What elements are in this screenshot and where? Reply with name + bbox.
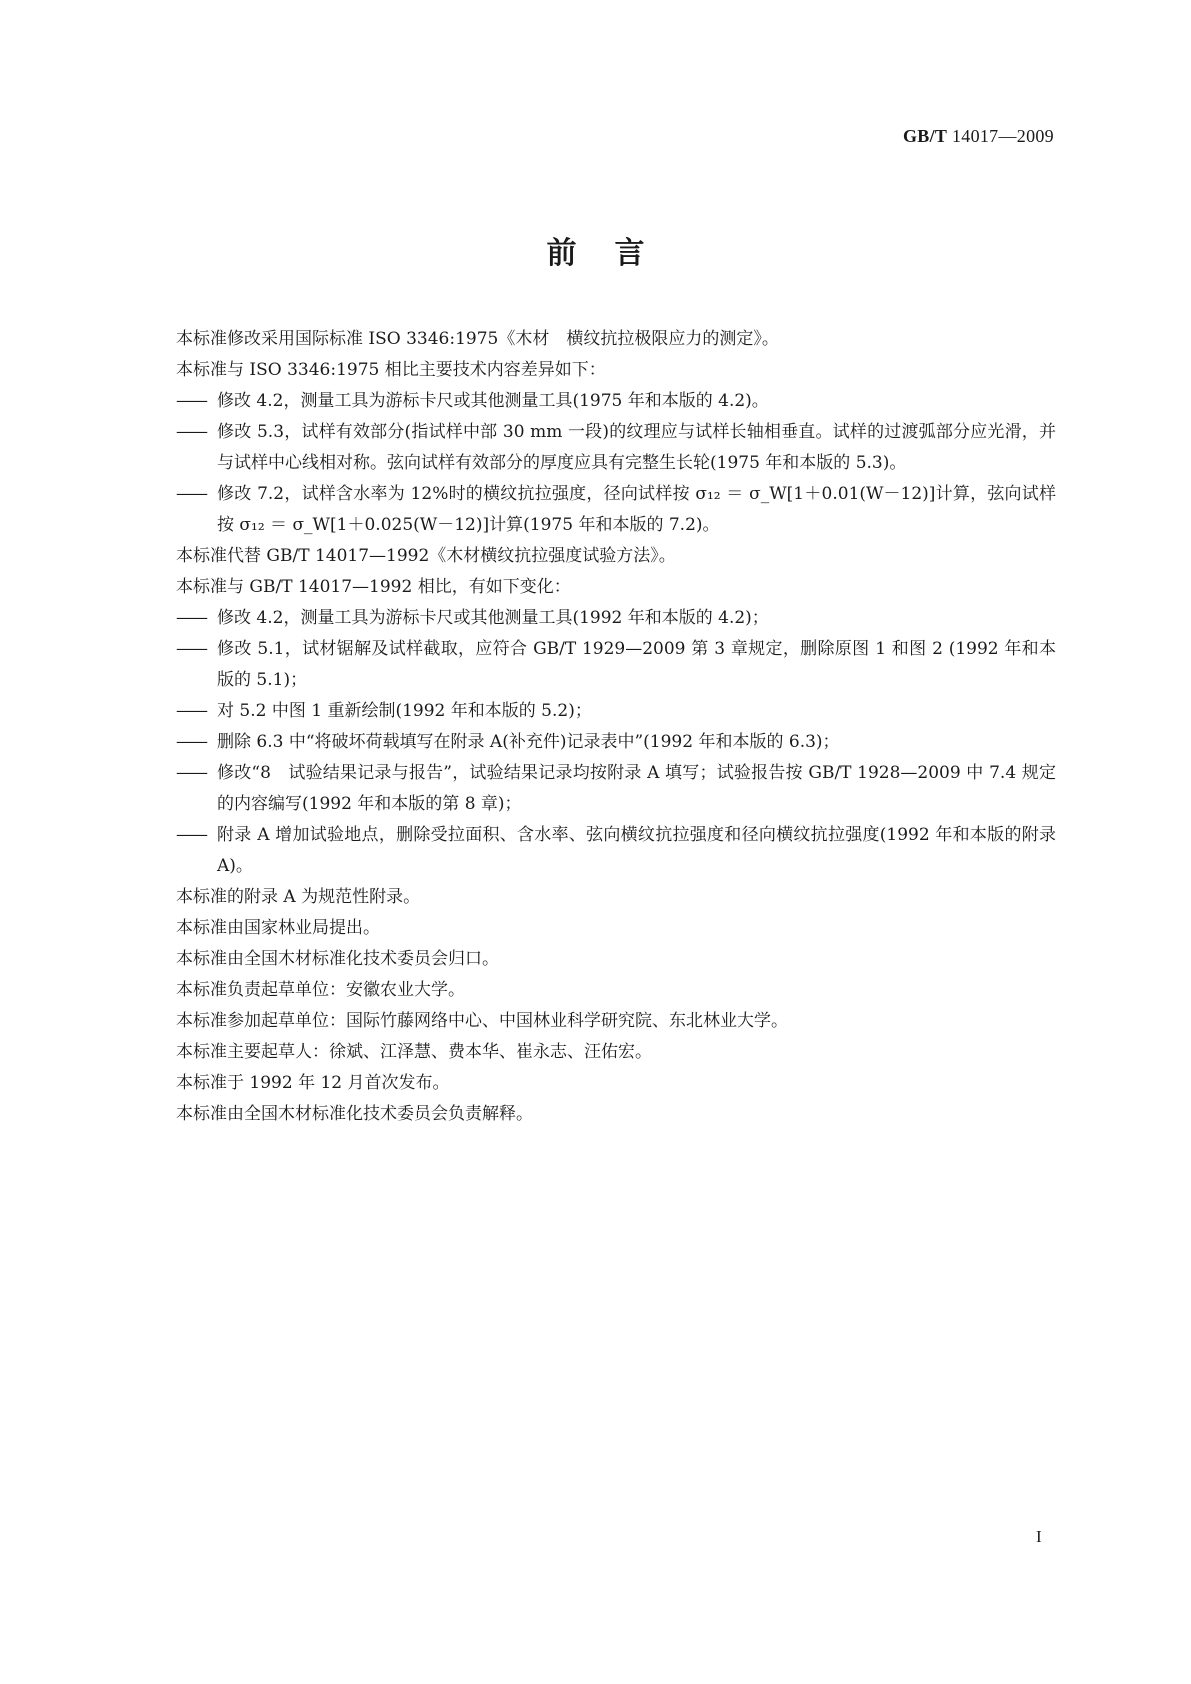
paragraph: 本标准修改采用国际标准 ISO 3346:1975《木材 横纹抗拉极限应力的测定》。: [176, 329, 779, 349]
list-item-text: 对 5.2 中图 1 重新绘制(1992 年和本版的 5.2)；: [217, 701, 592, 721]
dash-marker: ——: [176, 422, 206, 442]
paragraph: 本标准与 GB/T 14017—1992 相比，有如下变化：: [176, 577, 571, 597]
dash-marker: ——: [176, 391, 206, 411]
paragraph: 本标准负责起草单位：安徽农业大学。: [176, 980, 465, 1000]
list-item-text: 修改 4.2，测量工具为游标卡尺或其他测量工具(1992 年和本版的 4.2)；: [217, 608, 769, 628]
standard-code: 14017—2009: [947, 126, 1054, 146]
list-item-text: 附录 A 增加试验地点，删除受拉面积、含水率、弦向横纹抗拉强度和径向横纹抗拉强度(1992 年和本版的附录 A)。: [217, 825, 1056, 876]
standard-number: [903, 126, 1054, 147]
list-item: [176, 417, 1056, 479]
dash-marker: ——: [176, 732, 206, 752]
list-item: [176, 603, 1056, 634]
dash-marker: ——: [176, 608, 206, 628]
page-number: I: [1036, 1527, 1042, 1546]
paragraph: 本标准于 1992 年 12 月首次发布。: [176, 1073, 450, 1093]
dash-marker: ——: [176, 639, 206, 659]
list-item: [176, 820, 1056, 882]
paragraph: 本标准由国家林业局提出。: [176, 918, 380, 938]
list-item: [176, 696, 1056, 727]
list-item: [176, 479, 1056, 541]
list-item: [176, 634, 1056, 696]
foreword-body: [176, 324, 1056, 1130]
list-item: [176, 758, 1056, 820]
dash-marker: ——: [176, 701, 206, 721]
list-item-text: 修改 5.3，试样有效部分(指试样中部 30 mm 一段)的纹理应与试样长轴相垂直。试样的过渡弧部分应光滑，并与试样中心线相对称。弦向试样有效部分的厚度应具有完整生长轮(1975 年和本版的 5.3)。: [217, 422, 1056, 473]
page-title: 前言: [546, 236, 683, 271]
list-item-text: 修改 4.2，测量工具为游标卡尺或其他测量工具(1975 年和本版的 4.2)。: [217, 391, 769, 411]
list-item-text: 修改 5.1，试材锯解及试样截取，应符合 GB/T 1929—2009 第 3 章规定，删除原图 1 和图 2 (1992 年和本版的 5.1)；: [217, 639, 1056, 690]
paragraph: 本标准由全国木材标准化技术委员会负责解释。: [176, 1104, 533, 1124]
paragraph: 本标准由全国木材标准化技术委员会归口。: [176, 949, 499, 969]
paragraph: 本标准主要起草人：徐斌、江泽慧、费本华、崔永志、汪佑宏。: [176, 1042, 652, 1062]
list-item-text: 删除 6.3 中“将破坏荷载填写在附录 A(补充件)记录表中”(1992 年和本版的 6.3)；: [217, 732, 840, 752]
list-item: [176, 727, 1056, 758]
dash-marker: ——: [176, 484, 206, 504]
dash-marker: ——: [176, 825, 206, 845]
paragraph: 本标准代替 GB/T 14017—1992《木材横纹抗拉强度试验方法》。: [176, 546, 676, 566]
paragraph: 本标准与 ISO 3346:1975 相比主要技术内容差异如下：: [176, 360, 606, 380]
paragraph: 本标准的附录 A 为规范性附录。: [176, 887, 421, 907]
list-item-text: 修改 7.2，试样含水率为 12%时的横纹抗拉强度，径向试样按 σ₁₂ ＝ σ_W[1＋0.01(W－12)]计算，弦向试样按 σ₁₂ ＝ σ_W[1＋0.025(W－12)]计算(1975 年和本版的 7.2)。: [217, 484, 1056, 535]
standard-prefix: GB/T: [902, 126, 948, 146]
dash-marker: ——: [176, 763, 206, 783]
paragraph: 本标准参加起草单位：国际竹藤网络中心、中国林业科学研究院、东北林业大学。: [176, 1011, 788, 1031]
list-item: [176, 386, 1056, 417]
list-item-text: 修改“8 试验结果记录与报告”，试验结果记录均按附录 A 填写；试验报告按 GB/T 1928—2009 中 7.4 规定的内容编写(1992 年和本版的第 8 章)；: [217, 763, 1056, 814]
